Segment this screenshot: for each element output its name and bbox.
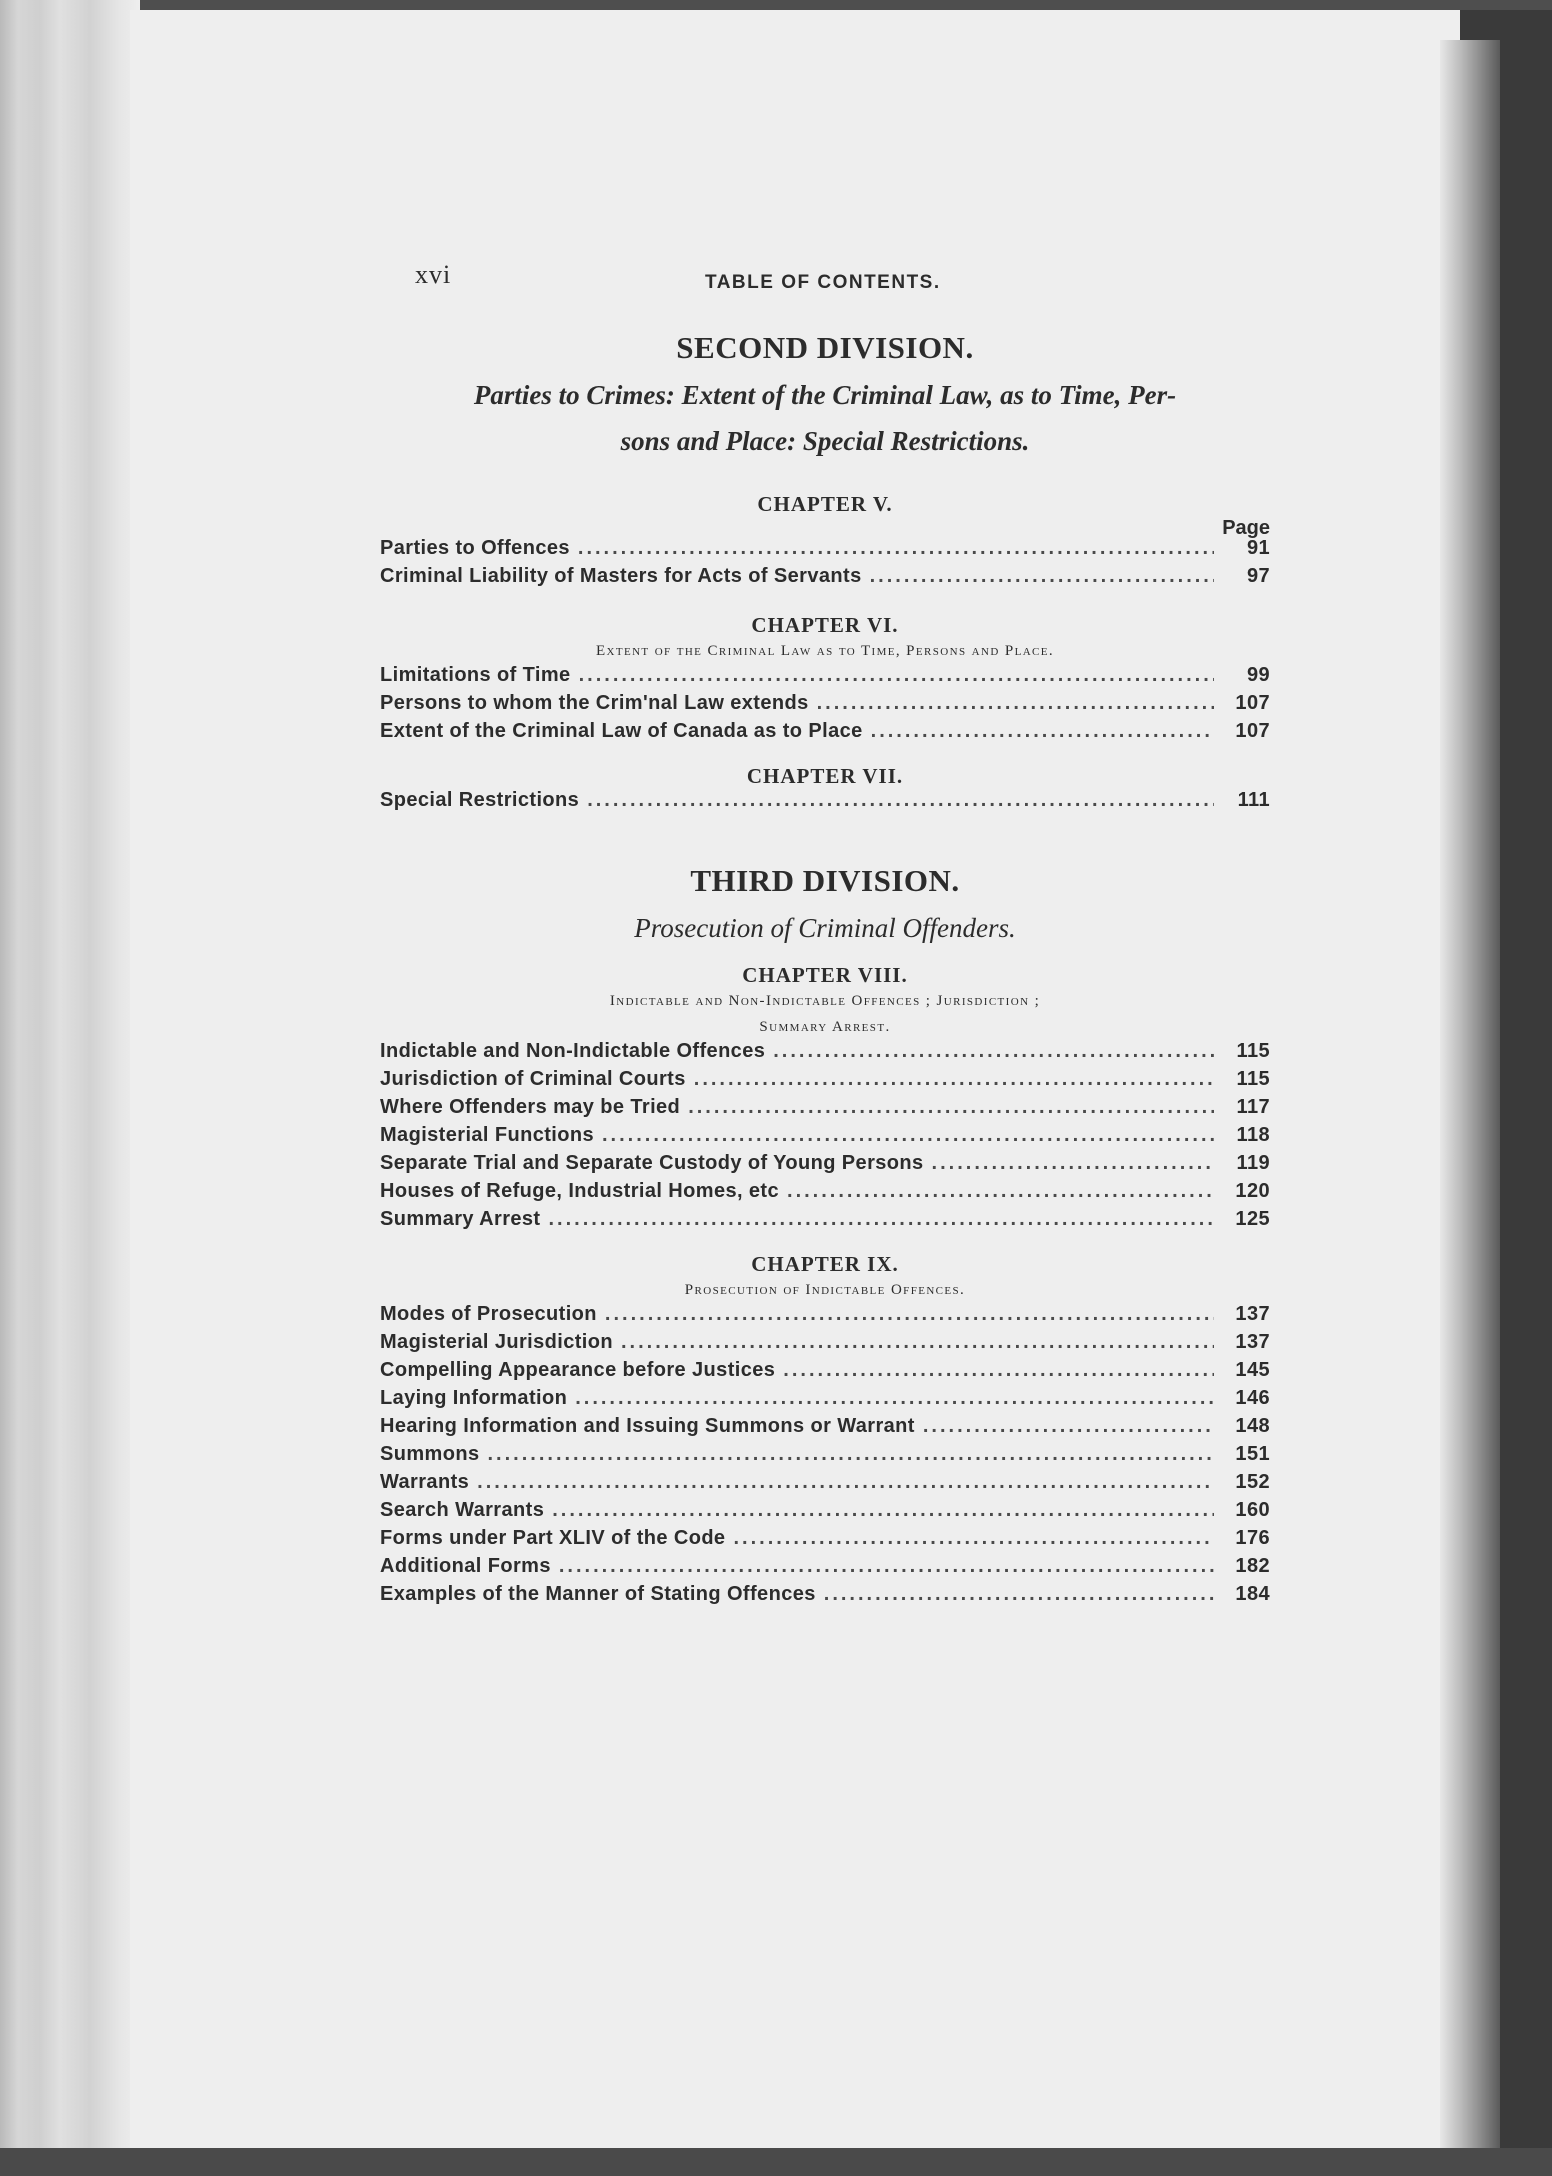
- toc-leader-dots: [578, 537, 1214, 560]
- chapter-viii-subtitle-line1: Indictable and Non-Indictable Offences ; Jurisdiction ;: [609, 993, 1041, 1009]
- toc-entry-title: Parties to Offences: [380, 537, 570, 559]
- chapter-vi-heading: CHAPTER VI.: [751, 613, 899, 637]
- toc-entry-title: Laying Information: [380, 1387, 568, 1409]
- toc-leader-dots: [870, 565, 1214, 588]
- toc-entry: [380, 565, 1270, 593]
- toc-entry-title: Limitations of Time: [380, 664, 571, 686]
- toc-leader-dots: [871, 720, 1214, 743]
- toc-content: [380, 250, 1270, 1611]
- toc-leader-dots: [552, 1499, 1214, 1522]
- toc-entry: [380, 1068, 1270, 1096]
- toc-entry: [380, 1527, 1270, 1555]
- toc-entry-page: 115: [1236, 1040, 1270, 1062]
- toc-entry-page: 111: [1237, 789, 1270, 811]
- toc-leader-dots: [477, 1471, 1214, 1494]
- toc-entry-page: 137: [1235, 1331, 1270, 1353]
- toc-entry: [380, 720, 1270, 748]
- chapter-ix-subtitle: Prosecution of Indictable Offences.: [684, 1282, 966, 1298]
- toc-leader-dots: [733, 1527, 1214, 1550]
- toc-entry: [380, 1359, 1270, 1387]
- toc-entry-title: Search Warrants: [380, 1499, 545, 1521]
- toc-entry: [380, 1303, 1270, 1331]
- toc-entry-title: Compelling Appearance before Justices: [380, 1359, 776, 1381]
- toc-entry-page: 107: [1235, 720, 1270, 742]
- toc-entry-page: 115: [1236, 1068, 1270, 1090]
- toc-entry-page: 119: [1236, 1152, 1270, 1174]
- toc-entry-title: Magisterial Functions: [380, 1124, 594, 1146]
- toc-entry-page: 151: [1235, 1443, 1270, 1465]
- toc-entry-page: 97: [1246, 565, 1270, 587]
- chapter-viii-entries: [380, 1040, 1270, 1236]
- chapter-vii-entries: [380, 789, 1270, 817]
- toc-entry-page: 107: [1235, 692, 1270, 714]
- toc-entry-page: 146: [1235, 1387, 1270, 1409]
- toc-entry-title: Persons to whom the Crim'nal Law extends: [380, 692, 809, 714]
- toc-entry: [380, 1387, 1270, 1415]
- running-head: [380, 250, 1270, 300]
- toc-entry: [380, 1499, 1270, 1527]
- running-title: TABLE OF CONTENTS.: [705, 272, 941, 293]
- toc-leader-dots: [783, 1359, 1214, 1382]
- toc-entry: [380, 537, 1270, 565]
- toc-entry-title: Summons: [380, 1443, 480, 1465]
- toc-entry-title: Extent of the Criminal Law of Canada as to Place: [380, 720, 863, 742]
- toc-entry-page: 184: [1235, 1583, 1270, 1605]
- toc-leader-dots: [487, 1443, 1214, 1466]
- toc-entry-title: Additional Forms: [380, 1555, 551, 1577]
- toc-leader-dots: [817, 692, 1214, 715]
- toc-entry: [380, 1415, 1270, 1443]
- chapter-viii-heading: CHAPTER VIII.: [742, 963, 908, 987]
- toc-entry-title: Hearing Information and Issuing Summons or Warrant: [380, 1415, 915, 1437]
- toc-leader-dots: [773, 1040, 1214, 1063]
- chapter-vi-entries: [380, 664, 1270, 748]
- second-division-subtitle-line2: sons and Place: Special Restrictions.: [620, 426, 1030, 456]
- toc-leader-dots: [787, 1180, 1214, 1203]
- toc-entry-page: 91: [1246, 537, 1270, 559]
- scan-right-shadow: [1440, 40, 1500, 2150]
- toc-entry-page: 120: [1235, 1180, 1270, 1202]
- toc-leader-dots: [923, 1415, 1214, 1438]
- page-column-label: Page: [1222, 517, 1270, 539]
- toc-entry: [380, 1331, 1270, 1359]
- scan-top-edge: [0, 0, 1552, 10]
- toc-leader-dots: [605, 1303, 1214, 1326]
- toc-entry: [380, 1040, 1270, 1068]
- toc-entry-page: 118: [1236, 1124, 1270, 1146]
- toc-entry-page: 152: [1235, 1471, 1270, 1493]
- toc-entry: [380, 1208, 1270, 1236]
- toc-entry-page: 176: [1235, 1527, 1270, 1549]
- toc-entry: [380, 692, 1270, 720]
- scan-left-page-edges: [0, 0, 140, 2176]
- toc-entry-title: Modes of Prosecution: [380, 1303, 597, 1325]
- toc-leader-dots: [575, 1387, 1214, 1410]
- chapter-ix-heading: CHAPTER IX.: [751, 1252, 899, 1276]
- toc-entry-page: 99: [1246, 664, 1270, 686]
- toc-entry: [380, 1152, 1270, 1180]
- toc-leader-dots: [602, 1124, 1214, 1147]
- third-division-heading: THIRD DIVISION.: [690, 863, 960, 898]
- toc-leader-dots: [688, 1096, 1214, 1119]
- toc-leader-dots: [559, 1555, 1214, 1578]
- chapter-vi-subtitle: Extent of the Criminal Law as to Time, Persons and Place.: [595, 643, 1055, 659]
- chapter-v-heading: CHAPTER V.: [757, 492, 893, 516]
- toc-entry-title: Where Offenders may be Tried: [380, 1096, 681, 1118]
- toc-entry: [380, 1180, 1270, 1208]
- toc-entry-page: 148: [1235, 1415, 1270, 1437]
- chapter-v-entries: [380, 537, 1270, 593]
- toc-entry: [380, 1583, 1270, 1611]
- chapter-vii-heading: CHAPTER VII.: [746, 764, 904, 788]
- toc-entry-page: 125: [1235, 1208, 1270, 1230]
- toc-entry-title: Warrants: [380, 1471, 470, 1493]
- toc-entry: [380, 789, 1270, 817]
- toc-entry-title: Magisterial Jurisdiction: [380, 1331, 613, 1353]
- toc-entry-title: Indictable and Non-Indictable Offences: [380, 1040, 766, 1062]
- toc-leader-dots: [548, 1208, 1214, 1231]
- toc-leader-dots: [587, 789, 1214, 812]
- toc-leader-dots: [621, 1331, 1214, 1354]
- toc-entry-page: 137: [1235, 1303, 1270, 1325]
- scan-bottom-edge: [0, 2148, 1552, 2176]
- toc-entry-page: 117: [1236, 1096, 1270, 1118]
- toc-entry: [380, 1471, 1270, 1499]
- chapter-ix-entries: [380, 1303, 1270, 1611]
- toc-leader-dots: [579, 664, 1214, 687]
- toc-entry-page: 182: [1235, 1555, 1270, 1577]
- toc-entry-title: Separate Trial and Separate Custody of Young Persons: [380, 1152, 924, 1174]
- toc-entry-title: Criminal Liability of Masters for Acts of Servants: [380, 565, 862, 587]
- toc-entry-title: Summary Arrest: [380, 1208, 541, 1230]
- toc-entry-page: 160: [1235, 1499, 1270, 1521]
- toc-leader-dots: [932, 1152, 1214, 1175]
- toc-entry: [380, 1443, 1270, 1471]
- toc-entry-title: Houses of Refuge, Industrial Homes, etc: [380, 1180, 780, 1202]
- toc-entry: [380, 1555, 1270, 1583]
- toc-entry-title: Jurisdiction of Criminal Courts: [380, 1068, 686, 1090]
- toc-entry: [380, 664, 1270, 692]
- toc-entry: [380, 1124, 1270, 1152]
- second-division-subtitle-line1: Parties to Crimes: Extent of the Criminal Law, as to Time, Per-: [473, 380, 1177, 410]
- second-division-subtitle: [380, 372, 1270, 464]
- toc-leader-dots: [824, 1583, 1214, 1606]
- toc-entry-page: 145: [1235, 1359, 1270, 1381]
- chapter-viii-subtitle-line2: Summary Arrest.: [759, 1019, 891, 1035]
- toc-entry: [380, 1096, 1270, 1124]
- toc-leader-dots: [694, 1068, 1214, 1091]
- chapter-viii-subtitle: [380, 988, 1270, 1040]
- toc-entry-title: Special Restrictions: [380, 789, 580, 811]
- page-number: xvi: [415, 260, 452, 289]
- toc-entry-title: Forms under Part XLIV of the Code: [380, 1527, 726, 1549]
- toc-entry-title: Examples of the Manner of Stating Offences: [380, 1583, 816, 1605]
- second-division-heading: SECOND DIVISION.: [676, 330, 974, 365]
- third-division-subtitle: Prosecution of Criminal Offenders.: [634, 913, 1016, 943]
